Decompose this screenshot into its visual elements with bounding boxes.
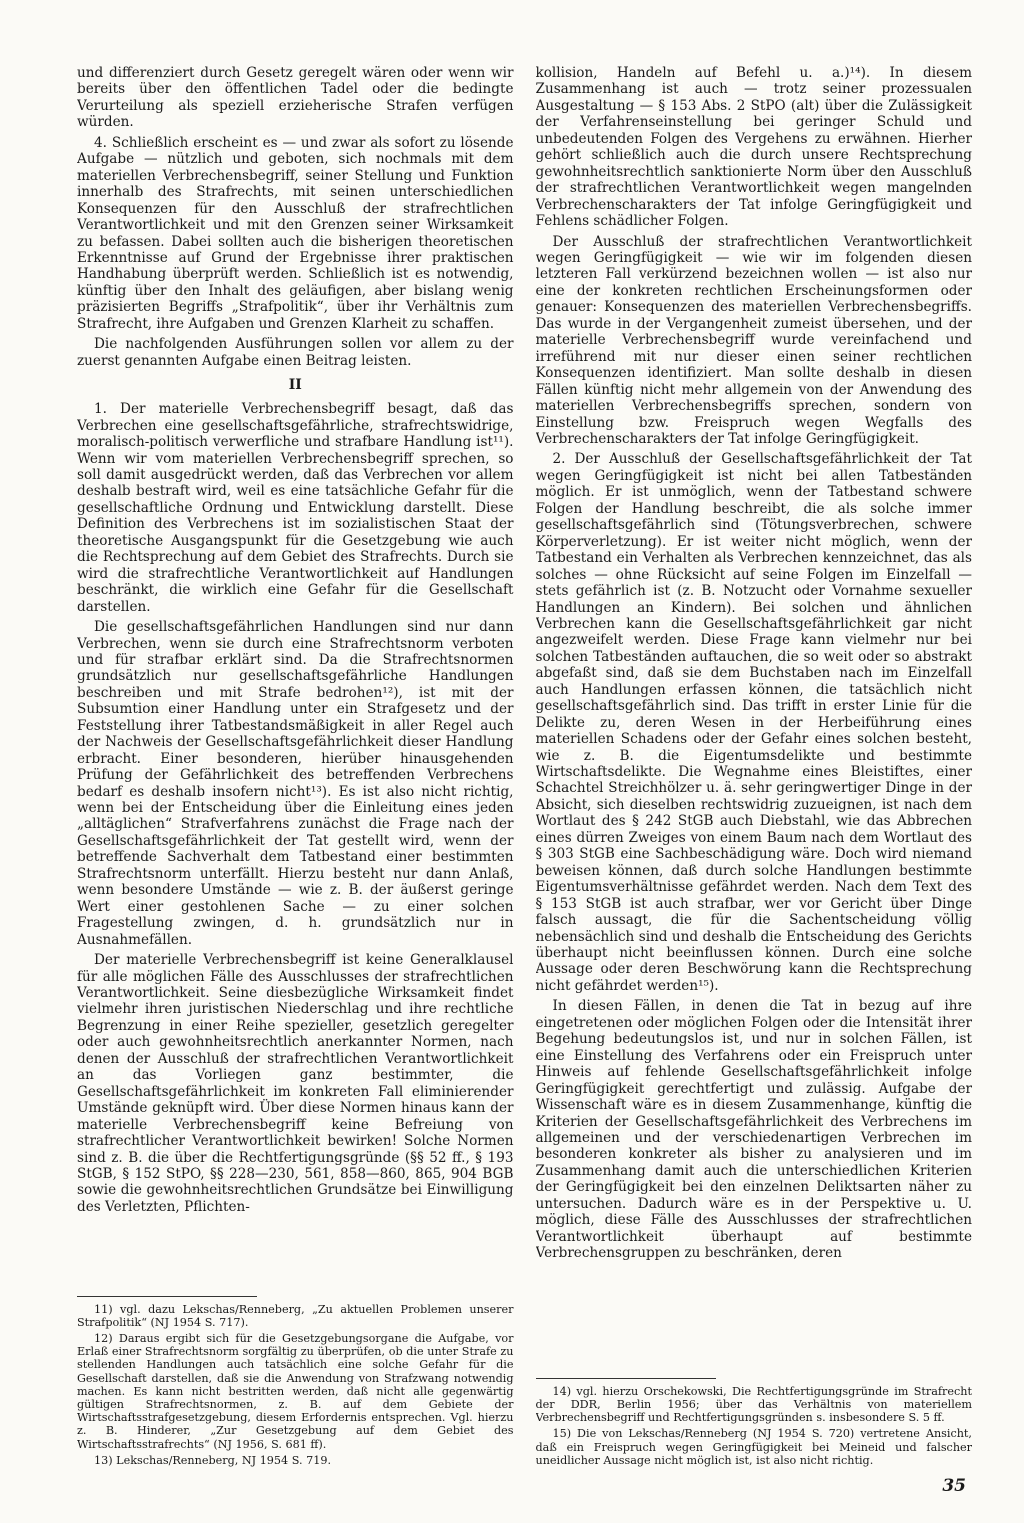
footnote-divider [536,1378,716,1379]
right-column-body [536,65,973,1266]
footnote-divider [77,1296,257,1297]
column-spacer [77,1219,514,1285]
section-heading: II [288,377,302,394]
paragraph: 2. Der Ausschluß der Gesellschaftsgefährlichkeit der Tat wegen Geringfügigkeit ist nicht bei allen Tatbeständen möglich. Er ist unmöglich, wenn der Tatbestand schwere Folgen der Handlung beschreibt, die als solche immer gesellschaftsgefährlich sind (Tötungsverbrechen, schwere Körperverletzung). Er ist weiter nicht möglich, wenn der Tatbestand ein Verhalten als Verbrechen kennzeichnet, das als solches — ohne Rücksicht auf seine Folgen im Einzelfall — stets gefährlich ist (z. B. Notzucht oder Vornahme sexueller Handlungen an Kindern). Bei solchen und ähnlichen Verbrechen kann die Gesellschaftsgefährlichkeit gar nicht angezweifelt werden. Diese Frage kann vielmehr nur bei solchen Tatbeständen auftauchen, die so weit oder so abstrakt abgefaßt sind, daß sie dem Buchstaben nach im Einzelfall auch Handlungen erfassen können, die tatsächlich nicht gesellschaftsgefährlich sind. Das trifft in erster Linie für die Delikte zu, deren Wesen in der Herbeiführung eines materiellen Schadens oder der Gefahr eines solchen besteht, wie z. B. die Eigentumsdelikte und bestimmte Wirtschaftsdelikte. Die Wegnahme eines Bleistiftes, einer Schachtel Streichhölzer u. ä. sehr geringwertiger Dinge in der Absicht, sich dieselben rechtswidrig zuzueignen, ist nach dem Wortlaut des § 242 StGB auch Diebstahl, wie das Abbrechen eines dürren Zweiges von einem Baum nach dem Wortlaut des § 303 StGB eine Sachbeschädigung wäre. Doch wird niemand beweisen können, daß durch solche Handlungen bestimmte Eigentumsverhältnisse gefährdet werden. Nach dem Text des § 153 StGB ist auch strafbar, wer vor Gericht über Dinge falsch aussagt, die für die Sachentscheidung völlig nebensächlich sind und deshalb die Entscheidung des Gerichts überhaupt nicht beeinflussen können. Durch eine solche Aussage oder deren Beschwörung kann die Rechtsprechung nicht gefährdet werden¹⁵). [535,451,972,994]
footnote: 15) Die von Lekschas/Renneberg (NJ 1954 S. 720) vertretene Ansicht, daß ein Freispruch wegen Geringfügigkeit bei Meineid und falscher uneidlicher Aussage nicht möglich ist, ist also nicht richtig. [535,1427,972,1467]
paragraph: 4. Schließlich erscheint es — und zwar als sofort zu lösende Aufgabe — nützlich und geboten, sich nochmals mit dem materiellen Verbrechensbegriff, seiner Stellung und Funktion innerhalb des Strafrechts, mit seinen unterschiedlichen Konsequenzen für den Ausschluß der strafrechtlichen Verantwortlichkeit und mit den Grenzen seiner Wirksamkeit zu befassen. Dabei sollten auch die bisherigen theoretischen Erkenntnisse auf Grund der Ergebnisse ihrer praktischen Handhabung überprüft werden. Schließlich ist es notwendig, künftig über den Inhalt des geläufigen, aber bislang wenig präzisierten Begriffs „Strafpolitik“, über ihr Verhältnis zum Strafrecht, ihre Aufgaben und Grenzen Klarheit zu schaffen. [77,134,514,332]
paragraph: Der Ausschluß der strafrechtlichen Verantwortlichkeit wegen Geringfügigkeit — wie wir im folgenden diesen letzteren Fall verkürzend bezeichnen wollen — ist also nur eine der konkreten rechtlichen Erscheinungsformen oder genauer: Konsequenzen des materiellen Verbrechensbegriffs. Das wurde in der Vergangenheit zumeist übersehen, und der materielle Verbrechensbegriff wurde vereinfachend und irreführend mit nur dieser einen seiner rechtlichen Konsequenzen identifiziert. Man sollte deshalb in diesen Fällen künftig nicht mehr allgemein von der Anwendung des materiellen Verbrechensbegriffs sprechen, sondern von Einstellung bzw. Freispruch wegen Wegfalls des Verbrechenscharakters der Tat infolge Geringfügigkeit. [535,233,972,447]
right-column [536,65,973,1470]
footnote: 12) Daraus ergibt sich für die Gesetzgebungsorgane die Aufgabe, vor Erlaß einer Strafrechtsnorm sorgfältig zu überprüfen, ob die unter Strafe zu stellenden Handlungen auch tatsächlich eine solche Gefahr für die Gesellschaft darstellen, daß sie die Anwendung von Strafzwang notwendig machen. Es kann nicht bestritten werden, daß nicht alle gegenwärtig gültigen Strafrechtsnormen, z. B. auf dem Gebiete der Wirtschaftsstrafgesetzgebung, diesem Erfordernis entsprechen. Vgl. hierzu z. B. Hinderer, „Zur Gesetzgebung auf dem Gebiet des Wirtschaftsstrafrechts“ (NJ 1956, S. 681 ff). [77,1331,514,1451]
footnote: 11) vgl. dazu Lekschas/Renneberg, „Zu aktuellen Problemen unserer Strafpolitik“ (NJ 1954 S. 717). [77,1302,514,1329]
page-number: 35 [942,1476,966,1496]
right-footnotes [536,1385,973,1470]
paragraph: 1. Der materielle Verbrechensbegriff besagt, daß das Verbrechen eine gesellschaftsgefährliche, strafrechtswidrige, moralisch-politisch verwerfliche und strafbare Handlung ist¹¹). Wenn wir vom materiellen Verbrechensbegriff sprechen, so soll damit ausgedrückt werden, daß das Verbrechen vor allem deshalb bestraft wird, weil es eine tatsächliche Gefahr für die gesellschaftliche Ordnung und Entwicklung darstellt. Diese Definition des Verbrechens ist im sozialistischen Staat der theoretische Ausgangspunkt für die Gesetzgebung wie auch die Rechtsprechung auf dem Gebiet des Strafrechts. Durch sie wird die strafrechtliche Verantwortlichkeit auf Handlungen beschränkt, die wirklich eine Gefahr für die Gesellschaft darstellen. [77,401,514,615]
footnote: 13) Lekschas/Renneberg, NJ 1954 S. 719. [94,1453,332,1467]
paragraph: und differenziert durch Gesetz geregelt wären oder wenn wir bereits über den öffentlichen Tadel oder die bedingte Verurteilung als speziell erzieherische Strafen verfügen würden. [77,65,514,131]
left-column-body [77,65,514,1219]
paragraph: In diesen Fällen, in denen die Tat in bezug auf ihre eingetretenen oder möglichen Folgen oder die Intensität ihrer Begehung bedeutungslos ist, und nur in solchen Fällen, ist eine Einstellung des Verfahrens oder ein Freispruch unter Hinweis auf fehlende Gesellschaftsgefährlichkeit infolge Geringfügigkeit gerechtfertigt und zulässig. Aufgabe der Wissenschaft wäre es in diesem Zusammenhange, künftig die Kriterien der Gesellschaftsgefährlichkeit des Verbrechens im allgemeinen und der verschiedenartigen Verbrechen im besonderen konkreter als bisher zu analysieren und im Zusammenhang damit auch die unterschiedlichen Kriterien der Geringfügigkeit bei den einzelnen Deliktsarten näher zu untersuchen. Dadurch wäre es in der Perspektive u. U. möglich, diese Fälle des Ausschlusses der strafrechtlichen Verantwortlichkeit überhaupt auf bestimmte Verbrechensgruppen zu beschränken, deren [535,998,972,1262]
two-column-layout [77,65,972,1470]
left-footnotes [77,1303,514,1470]
footnote: 14) vgl. hierzu Orschekowski, Die Rechtfertigungsgründe im Strafrecht der DDR, Berlin 1956; über das Verhältnis von materiellem Verbrechensbegriff und Rechtfertigungsgründen s. insbesondere S. 5 ff. [535,1384,972,1425]
paragraph: Die gesellschaftsgefährlichen Handlungen sind nur dann Verbrechen, wenn sie durch eine Strafrechtsnorm verboten und für strafbar erklärt sind. Da die Strafrechtsnormen grundsätzlich nur gesellschaftsgefährliche Handlungen beschreiben und mit Strafe bedrohen¹²), ist mit der Subsumtion einer Handlung unter ein Strafgesetz und der Feststellung ihrer Tatbestandsmäßigkeit in aller Regel auch der Nachweis der Gesellschaftsgefährlichkeit dieser Handlung erbracht. Einer besonderen, hierüber hinausgehenden Prüfung der Gefährlichkeit des betreffenden Verbrechens bedarf es deshalb insofern nicht¹³). Es ist also nicht richtig, wenn bei der Entscheidung über die Einleitung eines jeden „alltäglichen“ Strafverfahrens zunächst die Frage nach der Gesellschaftsgefährlichkeit der Tat gestellt wird, wenn der betreffende Sachverhalt dem Tatbestand einer bestimmten Strafrechtsnorm unterfällt. Hierzu besteht nur dann Anlaß, wenn besondere Umstände — wie z. B. der äußerst geringe Wert einer gestohlenen Sache — zu einer solchen Fragestellung zwingen, d. h. grundsätzlich nur in Ausnahmefällen. [77,619,514,948]
left-column [77,65,514,1470]
paragraph: kollision, Handeln auf Befehl u. a.)¹⁴). In diesem Zusammenhang ist auch — trotz seiner prozessualen Ausgestaltung — § 153 Abs. 2 StPO (alt) über die Zulässigkeit der Verfahrenseinstellung bei geringer Schuld und unbedeutenden Folgen des Vergehens zu erwähnen. Hierher gehört schließlich auch die durch unsere Rechtsprechung gewohnheitsrechtlich sanktionierte Norm über den Ausschluß der strafrechtlichen Verantwortlichkeit wegen mangelnden Verbrechenscharakters der Tat infolge Geringfügigkeit und Fehlens schädlicher Folgen. [535,65,972,230]
paragraph: Die nachfolgenden Ausführungen sollen vor allem zu der zuerst genannten Aufgabe einen Beitrag leisten. [77,336,514,369]
paragraph: Der materielle Verbrechensbegriff ist keine Generalklausel für alle möglichen Fälle des Ausschlusses der strafrechtlichen Verantwortlichkeit. Seine diesbezügliche Wirksamkeit findet vielmehr ihren juristischen Niederschlag und ihre rechtliche Begrenzung in einer Reihe spezieller, gesetzlich geregelter oder auch gewohnheitsrechtlich anerkannter Normen, nach denen der Ausschluß der strafrechtlichen Verantwortlichkeit an das Vorliegen ganz bestimmter, die Gesellschaftsgefährlichkeit im konkreten Fall eliminierender Umstände geknüpft wird. Über diese Normen hinaus kann der materielle Verbrechensbegriff keine Befreiung von strafrechtlicher Verantwortlichkeit bewirken! Solche Normen sind z. B. die über die Rechtfertigungsgründe (§§ 52 ff., § 193 StGB, § 152 StPO, §§ 228—230, 561, 858—860, 865, 904 BGB sowie die gewohnheitsrechtlichen Grundsätze bei Einwilligung des Verletzten, Pflichten- [77,952,514,1215]
column-spacer [536,1266,973,1368]
